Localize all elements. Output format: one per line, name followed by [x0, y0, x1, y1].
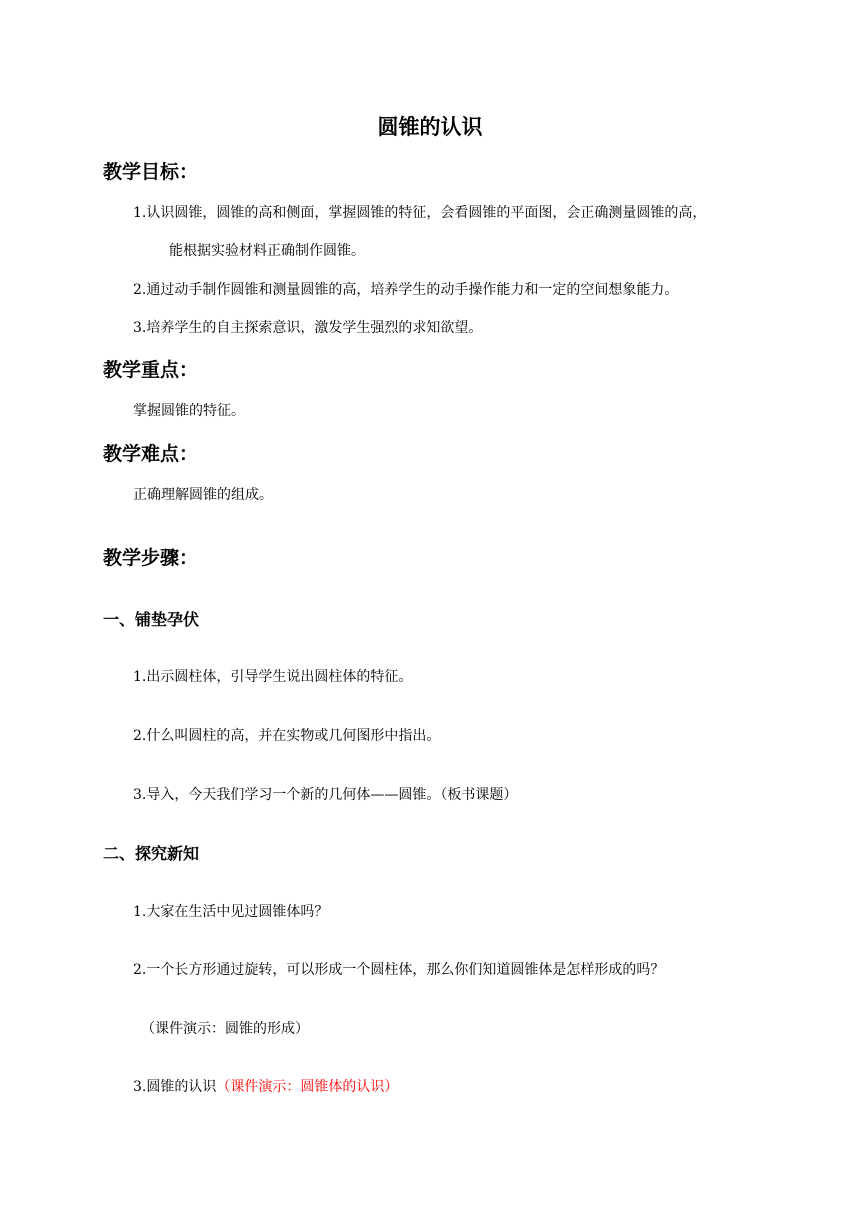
document-title: 圆锥的认识 — [377, 115, 483, 139]
section2-item-2-note: （课件演示：圆锥的形成） — [141, 1021, 309, 1037]
key-points-heading: 教学重点： — [103, 359, 199, 381]
steps-heading: 教学步骤： — [103, 547, 199, 569]
difficulties-heading: 教学难点： — [103, 443, 199, 465]
section1-heading: 一、铺垫孕伏 — [103, 610, 200, 629]
objective-item-1: 1.认识圆锥，圆锥的高和侧面，掌握圆锥的特征，会看圆锥的平面图，会正确测量圆锥的高， — [133, 205, 707, 221]
section2-heading: 二、探究新知 — [103, 844, 200, 863]
objective-item-2: 2.通过动手制作圆锥和测量圆锥的高，培养学生的动手操作能力和一定的空间想象能力。 — [133, 282, 679, 298]
section2-item-2: 2.一个长方形通过旋转，可以形成一个圆柱体，那么你们知道圆锥体是怎样形成的吗？ — [133, 962, 665, 978]
difficulties-text: 正确理解圆锥的组成。 — [133, 487, 273, 503]
objective-item-1-continued: 能根据实验材料正确制作圆锥。 — [169, 243, 365, 259]
section2-item-3-highlight: （课件演示：圆锥体的认识） — [216, 1079, 399, 1095]
section2-item-1: 1.大家在生活中见过圆锥体吗？ — [133, 904, 329, 920]
section1-item-2: 2.什么叫圆柱的高，并在实物或几何图形中指出。 — [133, 728, 441, 744]
section1-item-3: 3.导入，今天我们学习一个新的几何体——圆锥。（板书课题） — [133, 787, 518, 803]
section2-item-3 — [133, 1076, 398, 1098]
objective-item-3: 3.培养学生的自主探索意识，激发学生强烈的求知欲望。 — [133, 320, 483, 336]
section1-item-1: 1.出示圆柱体，引导学生说出圆柱体的特征。 — [133, 669, 413, 685]
section2-item-3-text: 3.圆锥的认识 — [133, 1079, 217, 1095]
objectives-heading: 教学目标： — [103, 161, 199, 183]
key-points-text: 掌握圆锥的特征。 — [133, 403, 245, 419]
